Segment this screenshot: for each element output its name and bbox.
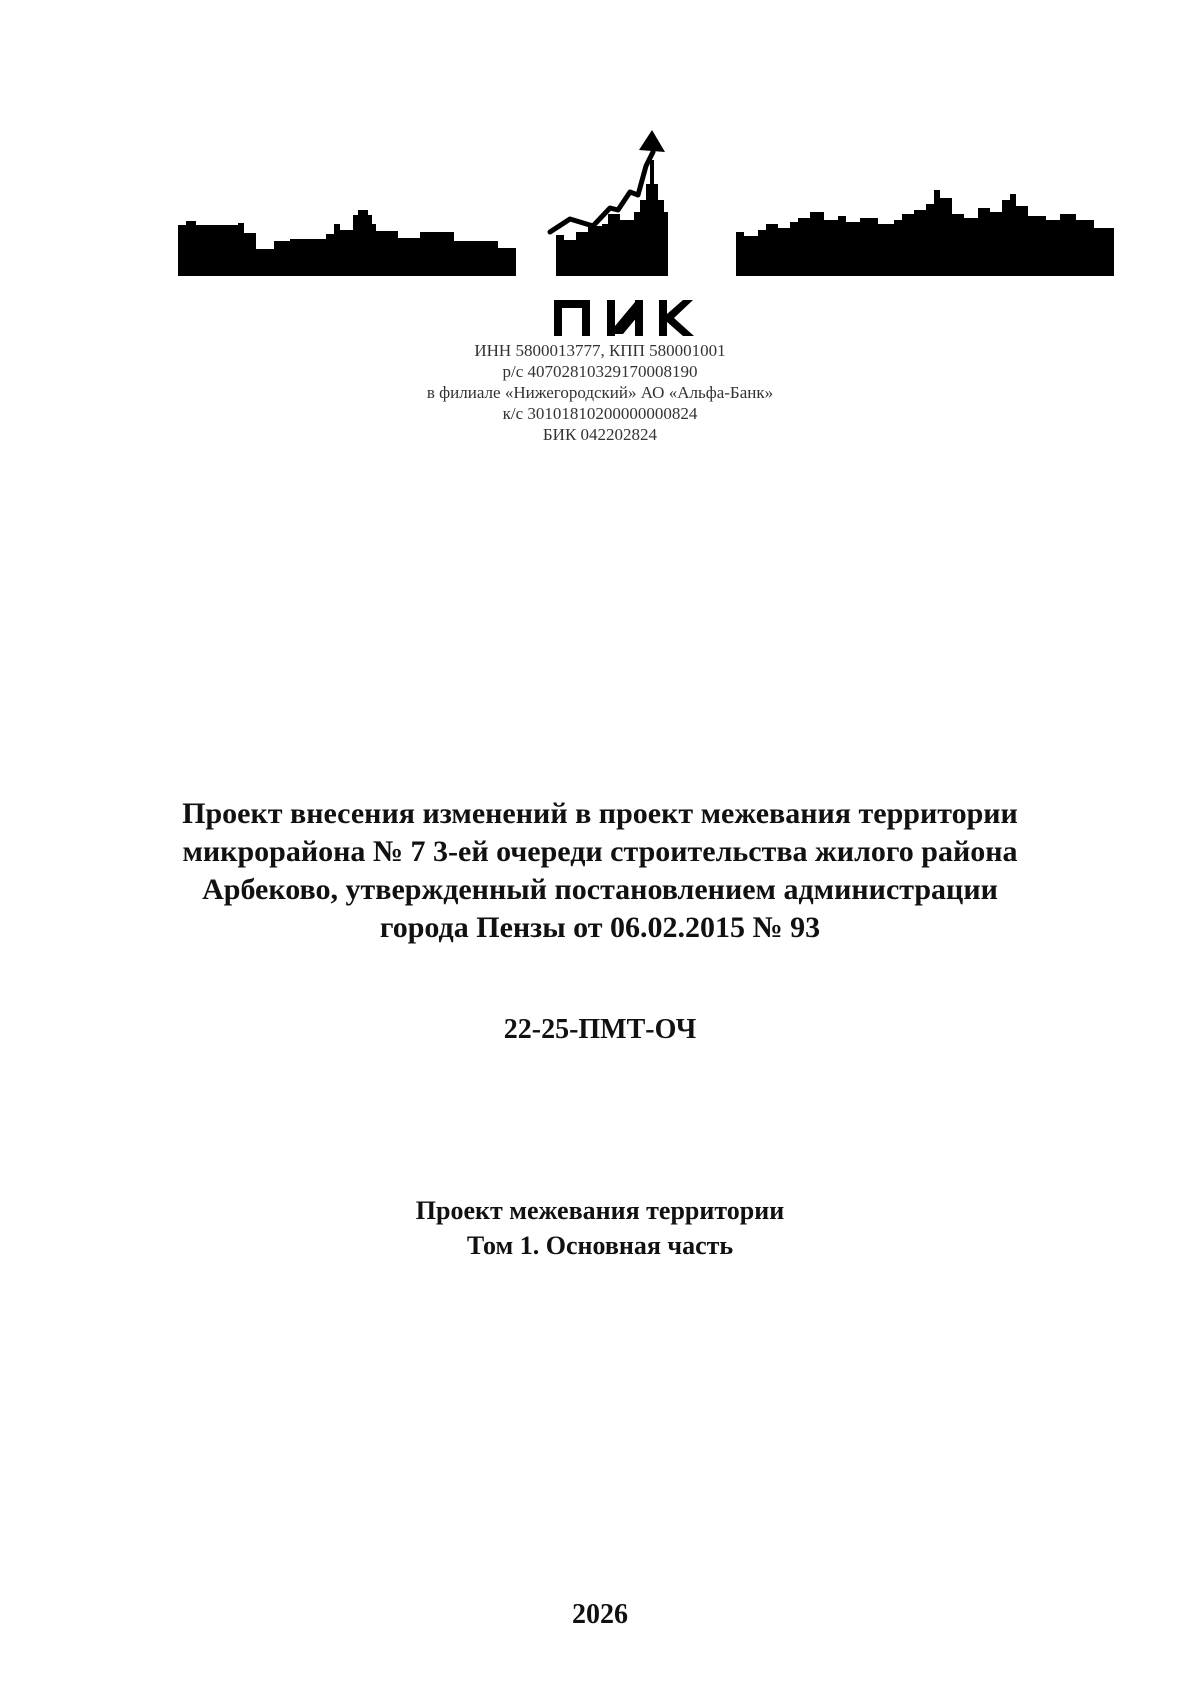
company-logo <box>178 128 1114 338</box>
document-section-line: Том 1. Основная часть <box>466 1231 734 1260</box>
right-skyline-icon <box>736 190 1114 276</box>
document-year: 2026 <box>572 1599 628 1630</box>
document-title <box>100 795 1100 947</box>
document-title-line: Проект внесения изменений в проект межевания территории <box>182 797 1018 830</box>
logo-letters-icon <box>554 300 694 336</box>
document-section <box>0 1193 1200 1263</box>
company-bank-branch: в филиале «Нижегородский» АО «Альфа-Банк» <box>426 383 774 402</box>
left-skyline-icon <box>178 210 516 276</box>
document-title-line: города Пензы от 06.02.2015 № 93 <box>379 911 821 944</box>
document-code: 22-25-ПМТ-ОЧ <box>503 1014 697 1045</box>
company-bank-details <box>0 340 1200 445</box>
document-title-line: микрорайона № 7 3-ей очереди строительства жилого района <box>182 835 1018 868</box>
document-section-line: Проект межевания территории <box>415 1196 785 1225</box>
company-account: р/с 40702810329170008190 <box>502 362 698 381</box>
company-inn-kpp: ИНН 5800013777, КПП 580001001 <box>474 341 726 360</box>
company-bik: БИК 042202824 <box>542 425 658 444</box>
company-correspondent-account: к/с 30101810200000000824 <box>502 404 698 423</box>
growth-arrow-head-icon <box>639 130 665 152</box>
city-skyline-growth-arrow-logo-icon <box>178 128 1114 338</box>
document-title-line: Арбеково, утвержденный постановлением администрации <box>202 873 998 906</box>
